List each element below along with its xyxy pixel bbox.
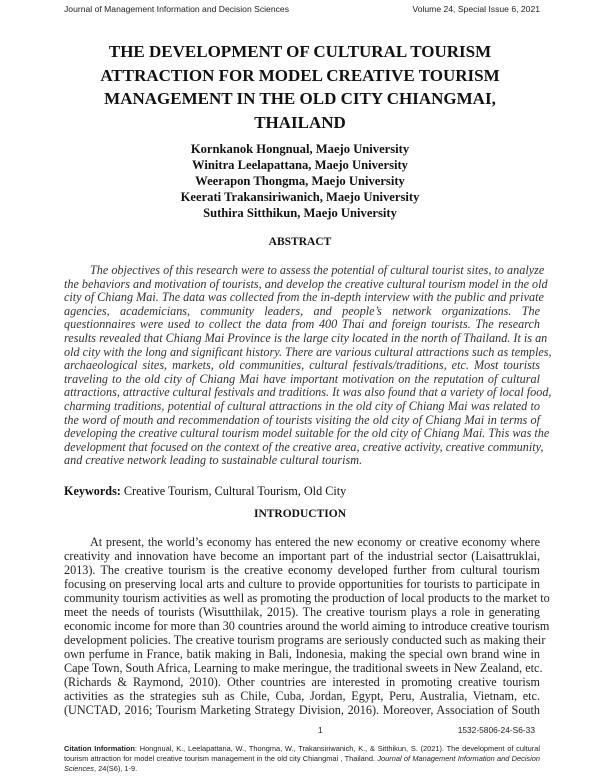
citation-text: : Hongnual, K., Leelapattana, W., Thongma, W., Trakansiriwanich, K., & Sitthikun, S. (2021). The development of cultural tourism attraction for model creative tourism management in the old city Chiangmai , Thailand. [64,744,540,763]
text-line: economic income for more than 30 countries around the world aiming to introduce creative tourism [64,619,550,633]
text-line: attractions, attractive cultural festivals and traditions. It was also found that a variety of local food, [64,385,552,400]
text-line: (Richards & Raymond, 2010). Other countries are interested in promoting creative tourism [64,675,540,689]
text-line: developing the creative cultural tourism model suitable for the old city of Chiang Mai. This was the [64,426,550,441]
introduction-body [64,535,550,717]
author: Suthira Sitthikun, Maejo University [203,206,397,220]
title-line: THE DEVELOPMENT OF CULTURAL TOURISM [108,42,492,61]
keywords-value: Creative Tourism, Cultural Tourism, Old City [120,484,347,498]
author: Keerati Trakansiriwanich, Maejo University [180,190,420,204]
author-list [40,141,560,221]
citation-rest: , 24(S6), 1-9. [94,764,138,773]
text-line: meet the needs of tourists (Wisutthilak, 2015). The creative tourism plays a role in generating [64,605,540,619]
abstract-body [64,263,552,468]
abstract-heading: ABSTRACT [268,236,332,248]
text-line: community tourism activities as well as promoting the production of local products to the market to [64,591,550,605]
introduction-heading: INTRODUCTION [253,508,346,520]
author: Weerapon Thongma, Maejo University [195,174,405,188]
text-line: development that focused on the context of the creative area, creative activity, creative community, [64,439,544,454]
text-line: At present, the world’s economy has entered the new economy or creative economy where [90,535,540,549]
text-line: archaeological sites, markets, old communities, cultural festivals/traditions, etc. Most tourists [64,358,540,373]
article-code: 1532-5806-24-S6-33 [457,725,535,735]
text-line: The objectives of this research were to assess the potential of cultural tourist sites, to analyze [90,263,545,277]
text-line: old city with the long and significant history. There are various cultural attractions such as temples, [64,344,552,359]
text-line: the word of mouth and recommendation of tourists visiting the old city of Chiang Mai in terms of [64,412,540,427]
text-line: agencies, academicians, community leaders, and people’s network organizations. The [64,303,540,318]
running-header-volume: Volume 24, Special Issue 6, 2021 [412,4,540,14]
text-line: city of Chiang Mai. The data was collected from the in-depth interview with the public and private [64,290,544,305]
text-line: Cape Town, South Africa, Learning to make meringue, the traditional sweets in New Zealand, etc. [64,661,543,675]
running-header-journal: Journal of Management Information and Decision Sciences [64,4,289,14]
paper-title [40,40,560,134]
text-line: charming traditions, potential of cultural attractions in the old city of Chiang Mai was related to [64,398,540,413]
text-line: own perfume in France, batik making in Bali, Indonesia, making the special own brand wine in [64,647,540,661]
citation-information [64,744,540,774]
title-line: THAILAND [254,112,346,132]
text-line: focusing on preserving local arts and culture to provide opportunities for tourists to participate in [64,577,540,591]
title-line: MANAGEMENT IN THE OLD CITY CHIANGMAI, [104,89,496,108]
text-line: questionnaires were used to collect the data from 400 Thai and foreign tourists. The research [64,317,540,332]
text-line: (UNCTAD, 2016; Tourism Marketing Strategy Division, 2016). Moreover, Association of South [64,703,540,717]
keywords-label: Keywords: [64,484,121,498]
keywords [64,484,346,499]
text-line: results revealed that Chiang Mai Province is the large city located in the north of Thailand. It is an [64,330,548,345]
title-line: ATTRACTION FOR MODEL CREATIVE TOURISM [100,65,500,85]
text-line: 2013). The creative tourism is the creative economy developed further from cultural tourism [64,563,540,577]
page-number: 1 [318,725,323,735]
text-line: activities as the strategies suh as Chile, Cuba, Jordan, Egypt, Peru, Australia, Vietnam, etc. [64,689,540,703]
text-line: the behaviors and motivation of tourists, and develop the creative cultural tourism model in the old [64,276,548,291]
text-line: and creative network leading to sustainable cultural tourism. [64,453,363,468]
text-line: traveling to the old city of Chiang Mai have important motivation on the reputation of cultural [64,371,540,386]
citation-label: Citation Information [64,744,135,753]
author: Winitra Leelapattana, Maejo University [192,158,408,172]
text-line: development policies. The creative tourism programs are seriously conducted such as making their [64,633,546,647]
author: Kornkanok Hongnual, Maejo University [190,142,410,156]
citation-journal: Journal of Management Information and Decision Sciences [64,754,540,773]
text-line: creativity and innovation have become an important part of the industrial sector (Laisattruklai, [64,549,540,563]
